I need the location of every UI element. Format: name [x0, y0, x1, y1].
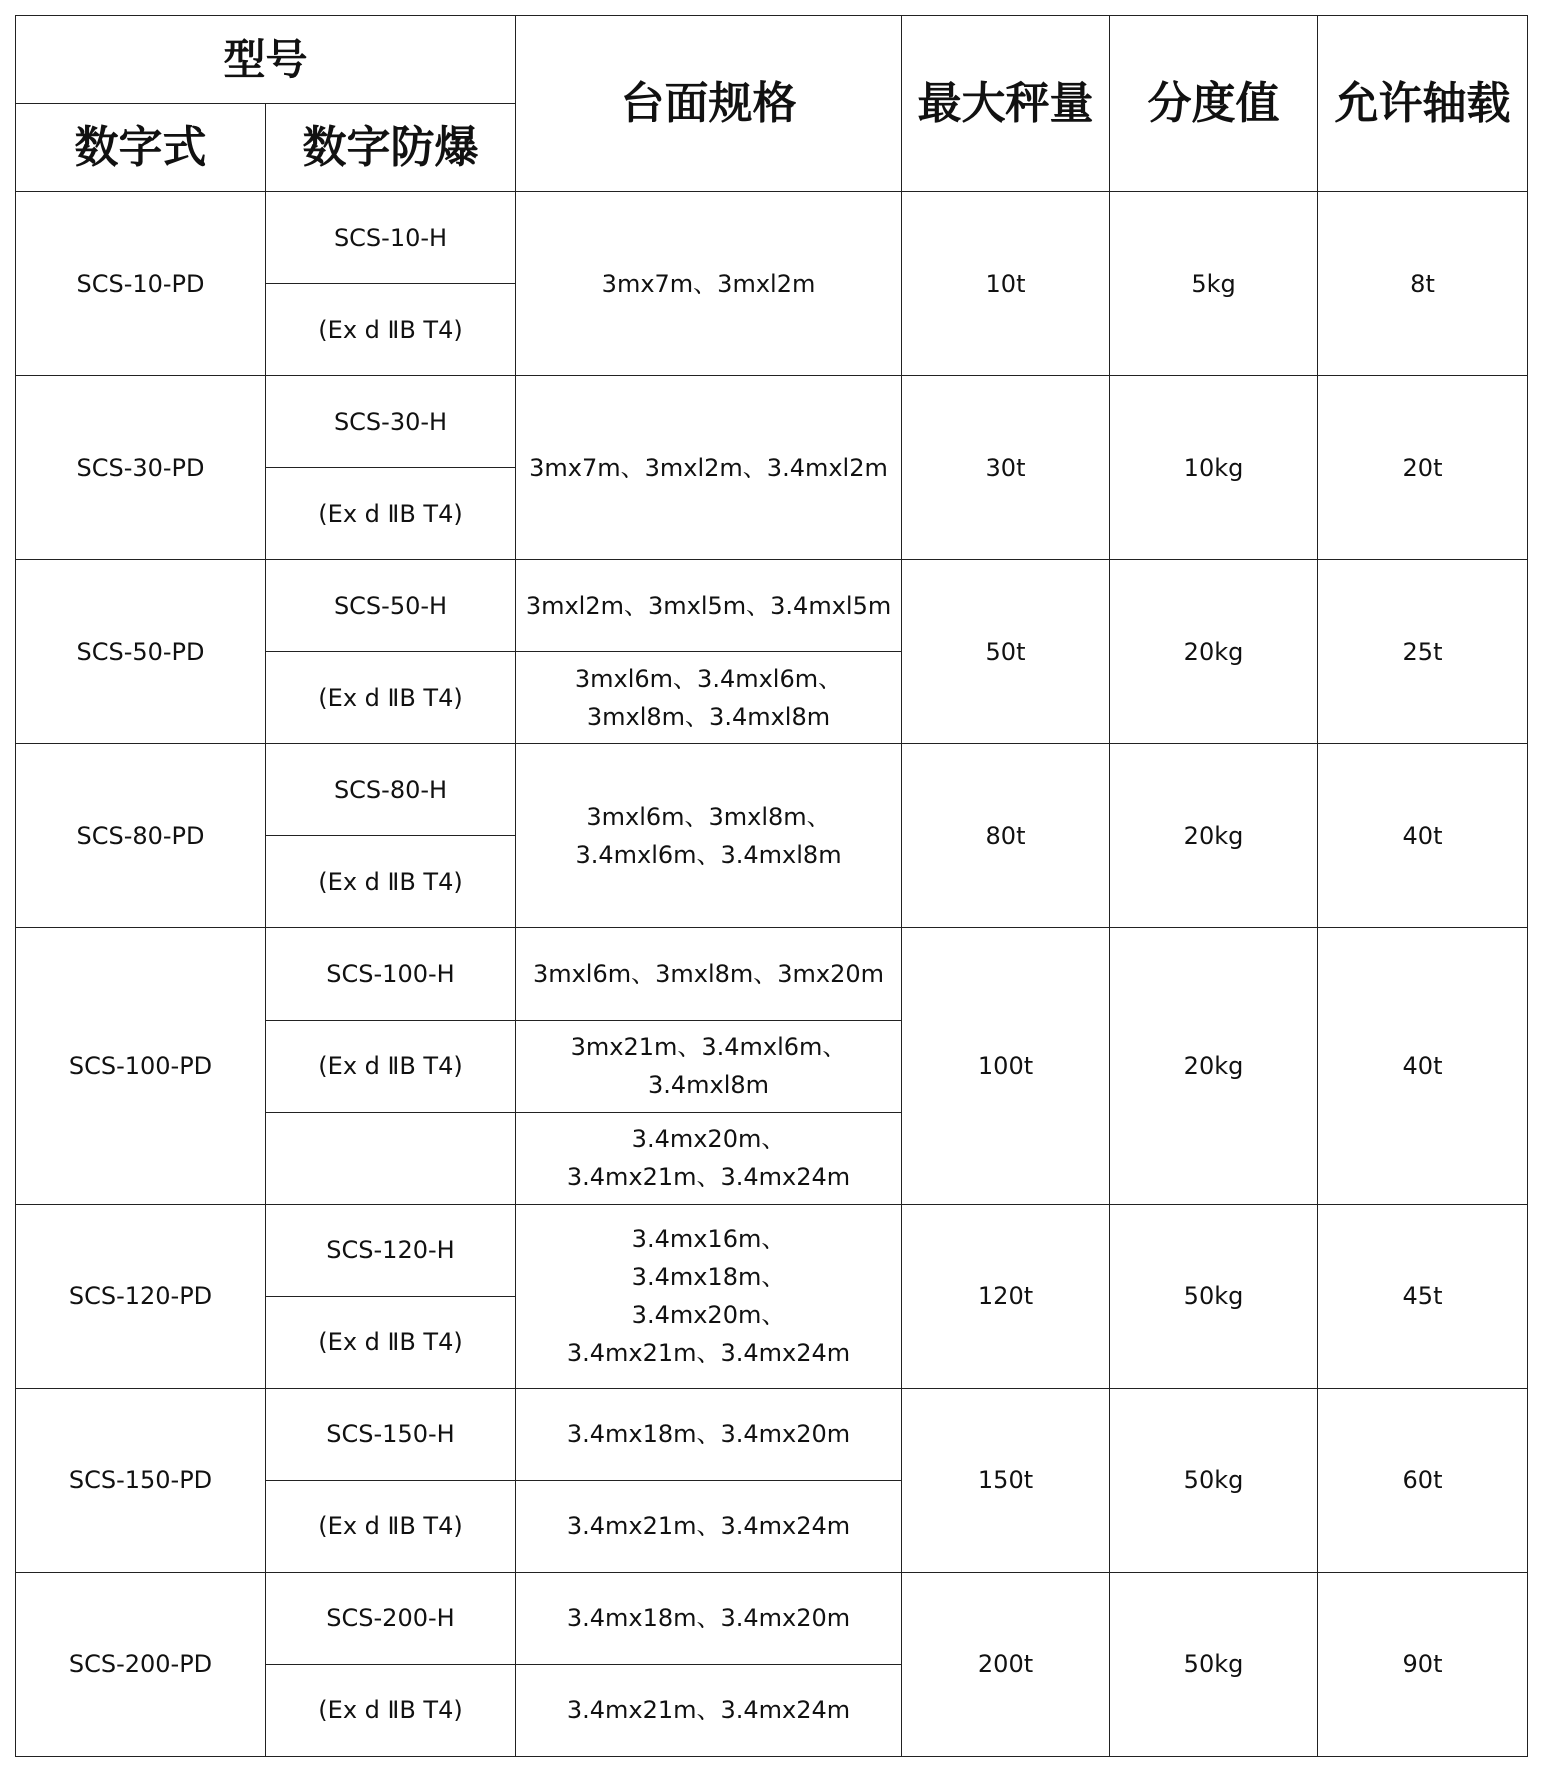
- division: 50kg: [1110, 1388, 1318, 1572]
- table-row: [16, 560, 1528, 652]
- ex-model: SCS-10-H: [266, 192, 516, 284]
- ex-rating: (Ex d ⅡB T4): [266, 1296, 516, 1388]
- max-capacity: 120t: [902, 1204, 1110, 1388]
- ex-model: SCS-100-H: [266, 928, 516, 1020]
- platform-spec: 3.4mx16m、3.4mx18m、3.4mx20m、3.4mx21m、3.4mx24m: [516, 1204, 902, 1388]
- axle-load: 45t: [1318, 1204, 1528, 1388]
- digital-model: SCS-120-PD: [16, 1204, 266, 1388]
- ex-rating: (Ex d ⅡB T4): [266, 284, 516, 376]
- ex-model: SCS-30-H: [266, 376, 516, 468]
- spec-table: [15, 15, 1528, 1757]
- ex-rating: (Ex d ⅡB T4): [266, 1480, 516, 1572]
- max-capacity: 200t: [902, 1572, 1110, 1756]
- division: 50kg: [1110, 1204, 1318, 1388]
- header-axle-load: 允许轴载: [1318, 16, 1528, 192]
- max-capacity: 80t: [902, 744, 1110, 928]
- ex-model: SCS-80-H: [266, 744, 516, 836]
- digital-model: SCS-30-PD: [16, 376, 266, 560]
- digital-model: SCS-80-PD: [16, 744, 266, 928]
- platform-spec: 3.4mx21m、3.4mx24m: [516, 1664, 902, 1756]
- max-capacity: 50t: [902, 560, 1110, 744]
- ex-rating: (Ex d ⅡB T4): [266, 652, 516, 744]
- axle-load: 40t: [1318, 928, 1528, 1204]
- platform-spec: 3.4mx18m、3.4mx20m: [516, 1388, 902, 1480]
- axle-load: 60t: [1318, 1388, 1528, 1572]
- platform-spec: 3mx21m、3.4mxl6m、3.4mxl8m: [516, 1020, 902, 1112]
- ex-rating: (Ex d ⅡB T4): [266, 468, 516, 560]
- platform-spec: 3mxl6m、3mxl8m、3.4mxl6m、3.4mxl8m: [516, 744, 902, 928]
- ex-model: SCS-200-H: [266, 1572, 516, 1664]
- header-platform-spec: 台面规格: [516, 16, 902, 192]
- header-model: 型号: [16, 16, 516, 104]
- max-capacity: 100t: [902, 928, 1110, 1204]
- platform-spec: 3mx7m、3mxl2m: [516, 192, 902, 376]
- digital-model: SCS-200-PD: [16, 1572, 266, 1756]
- division: 20kg: [1110, 928, 1318, 1204]
- division: 10kg: [1110, 376, 1318, 560]
- max-capacity: 150t: [902, 1388, 1110, 1572]
- axle-load: 20t: [1318, 376, 1528, 560]
- digital-model: SCS-150-PD: [16, 1388, 266, 1572]
- division: 20kg: [1110, 560, 1318, 744]
- table-row: [16, 1388, 1528, 1480]
- digital-model: SCS-50-PD: [16, 560, 266, 744]
- max-capacity: 10t: [902, 192, 1110, 376]
- axle-load: 90t: [1318, 1572, 1528, 1756]
- table-row: [16, 192, 1528, 284]
- header-row-1: [16, 16, 1528, 104]
- ex-model: SCS-50-H: [266, 560, 516, 652]
- platform-spec: 3mxl2m、3mxl5m、3.4mxl5m: [516, 560, 902, 652]
- table-row: [16, 744, 1528, 836]
- axle-load: 8t: [1318, 192, 1528, 376]
- ex-rating: (Ex d ⅡB T4): [266, 1664, 516, 1756]
- ex-rating: (Ex d ⅡB T4): [266, 1020, 516, 1112]
- ex-model: SCS-120-H: [266, 1204, 516, 1296]
- header-explosion-proof: 数字防爆: [266, 104, 516, 192]
- digital-model: SCS-100-PD: [16, 928, 266, 1204]
- ex-rating: (Ex d ⅡB T4): [266, 836, 516, 928]
- division: 5kg: [1110, 192, 1318, 376]
- axle-load: 25t: [1318, 560, 1528, 744]
- platform-spec: 3mx7m、3mxl2m、3.4mxl2m: [516, 376, 902, 560]
- ex-model: SCS-150-H: [266, 1388, 516, 1480]
- platform-spec: 3.4mx21m、3.4mx24m: [516, 1480, 902, 1572]
- empty-cell: [266, 1112, 516, 1204]
- table-row: [16, 376, 1528, 468]
- digital-model: SCS-10-PD: [16, 192, 266, 376]
- axle-load: 40t: [1318, 744, 1528, 928]
- header-max-capacity: 最大秤量: [902, 16, 1110, 192]
- table-row: [16, 1204, 1528, 1296]
- table-row: [16, 928, 1528, 1020]
- platform-spec: 3mxl6m、3mxl8m、3mx20m: [516, 928, 902, 1020]
- division: 50kg: [1110, 1572, 1318, 1756]
- max-capacity: 30t: [902, 376, 1110, 560]
- header-division: 分度值: [1110, 16, 1318, 192]
- platform-spec: 3.4mx20m、3.4mx21m、3.4mx24m: [516, 1112, 902, 1204]
- header-digital: 数字式: [16, 104, 266, 192]
- platform-spec: 3mxl6m、3.4mxl6m、3mxl8m、3.4mxl8m: [516, 652, 902, 744]
- table-row: [16, 1572, 1528, 1664]
- division: 20kg: [1110, 744, 1318, 928]
- platform-spec: 3.4mx18m、3.4mx20m: [516, 1572, 902, 1664]
